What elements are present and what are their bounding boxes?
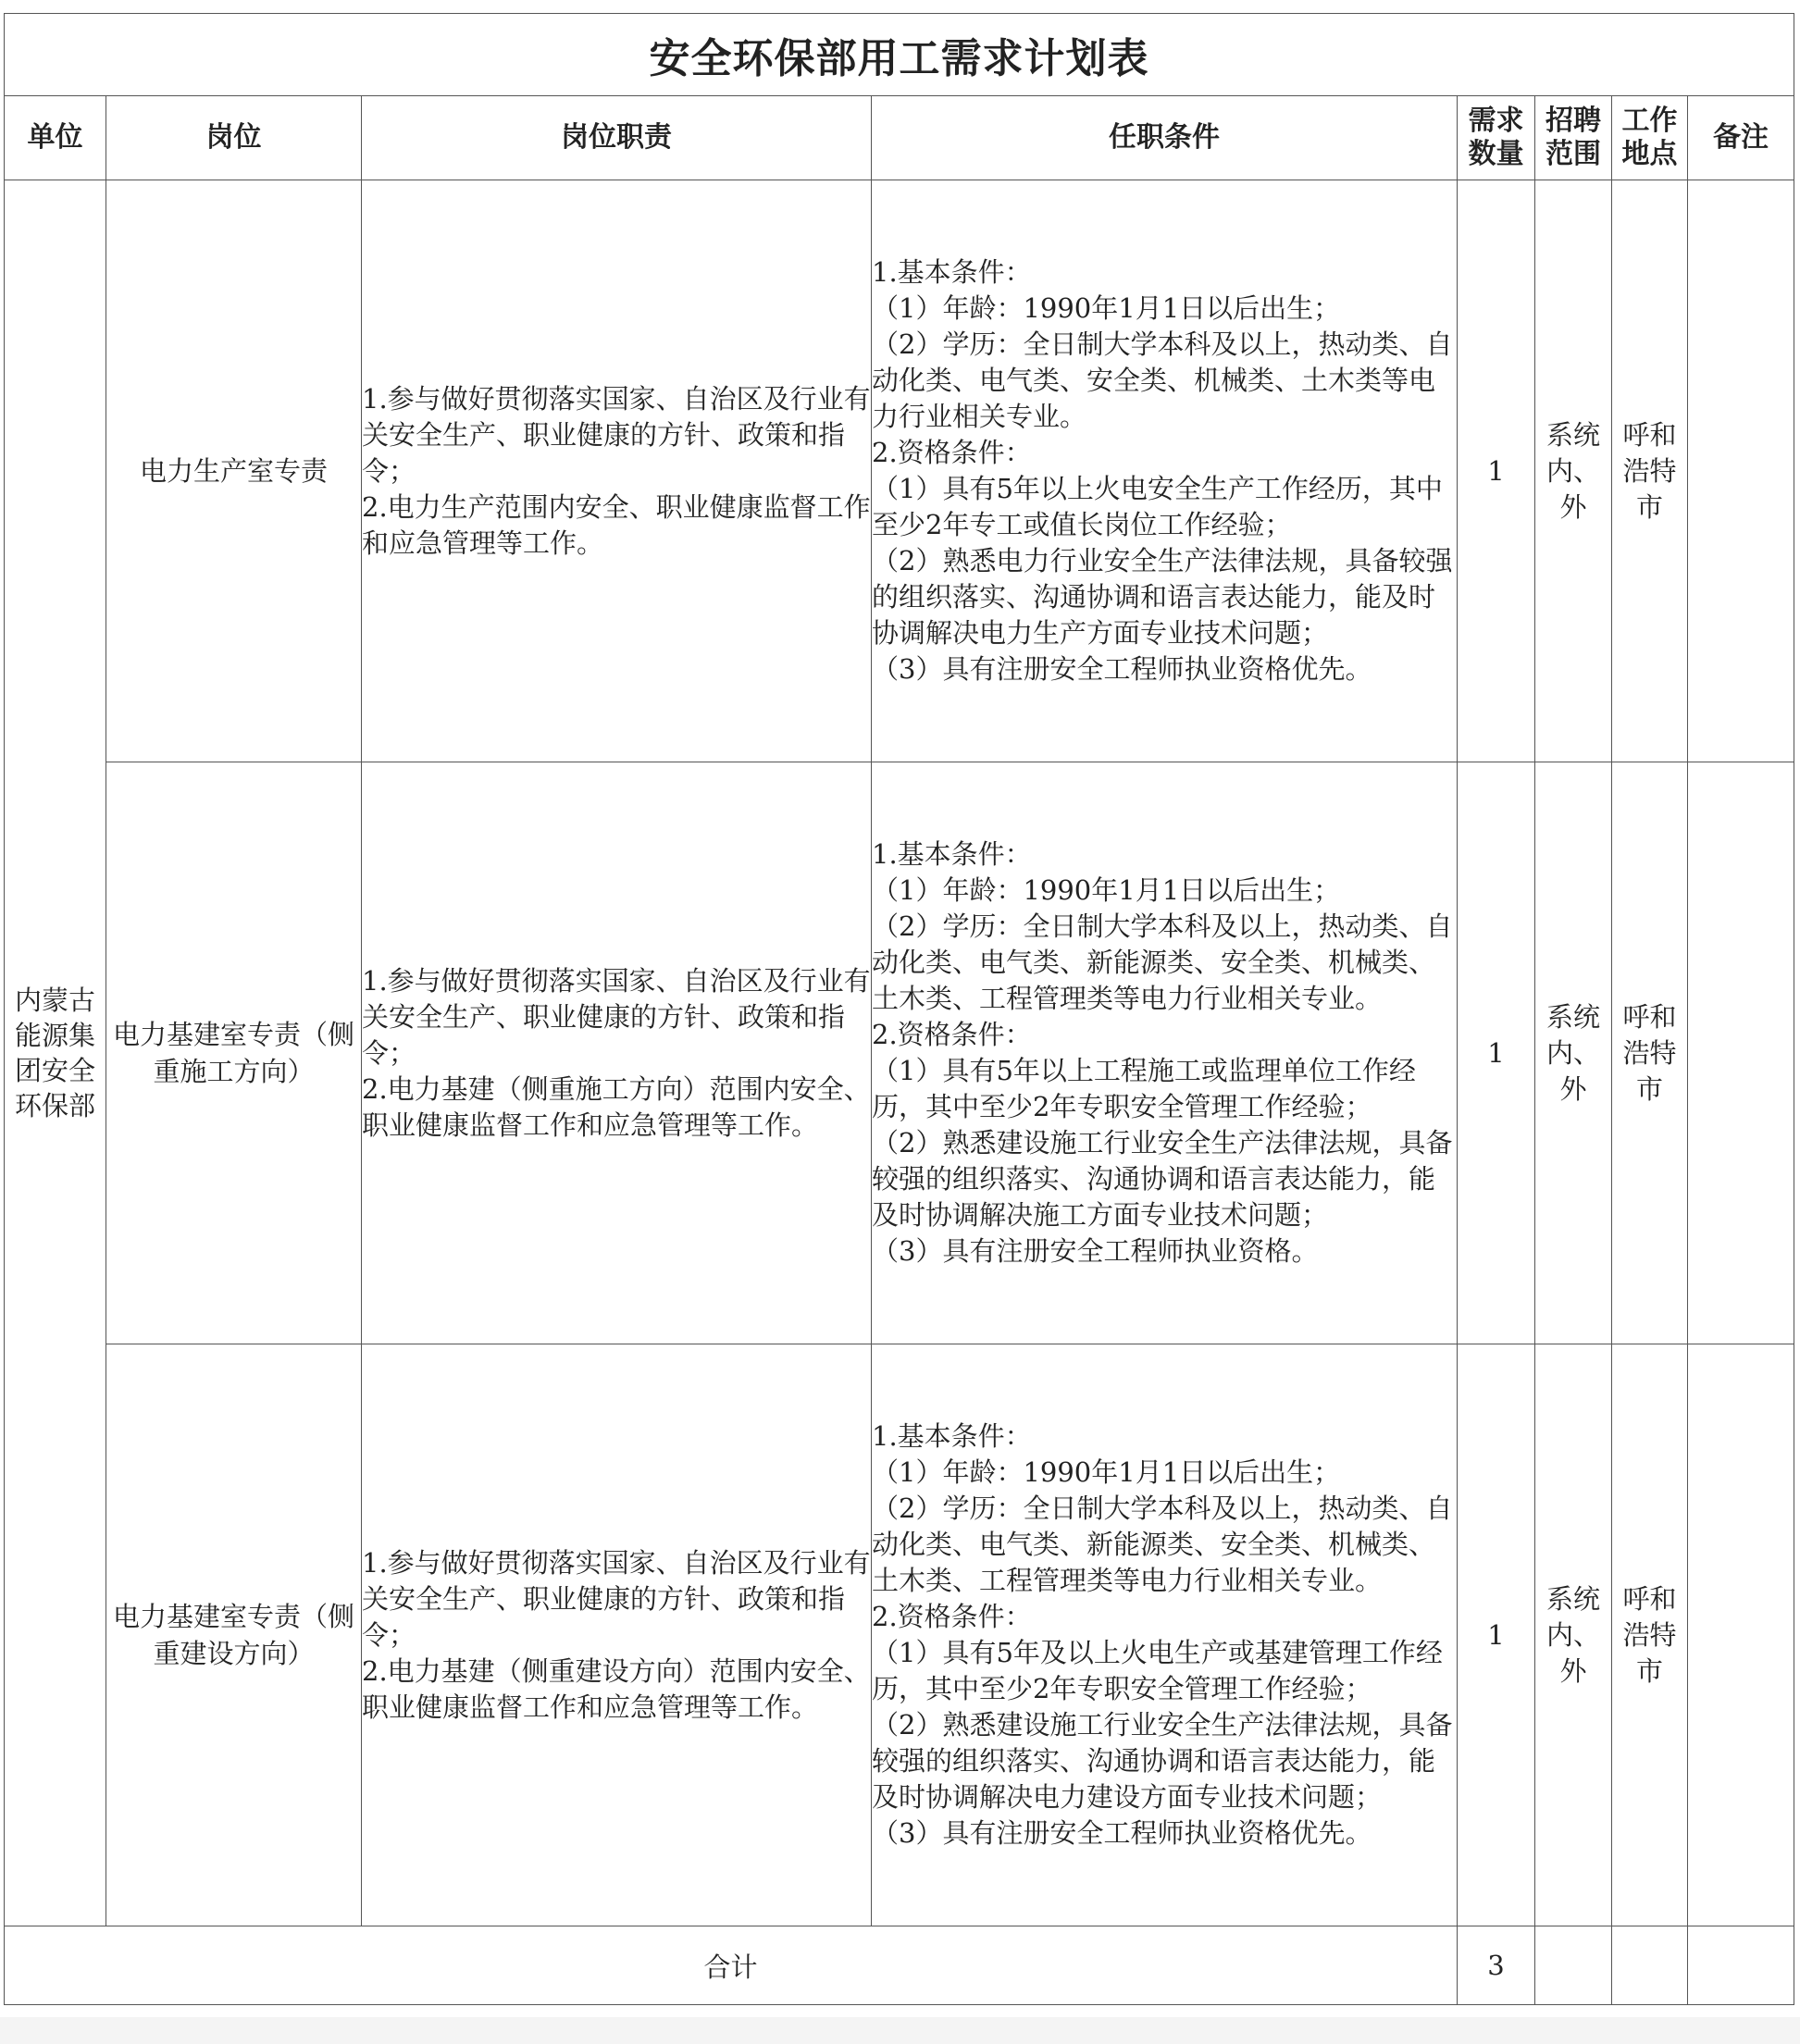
post-name: 电力生产室专责 xyxy=(106,180,362,762)
post-requirement: 1.基本条件： （1）年龄：1990年1月1日以后出生； （2）学历：全日制大学本科及以上，热动类、自动化类、电气类、安全类、机械类、土木类等电力行业相关专业。 2.资格条件： （1）具有5年以上火电安全生产工作经历，其中至少2年专工或值长岗位工作经验； （2）熟悉电力行业安全生产法律法规，具备较强的组织落实、沟通协调和语言表达能力，能及时协调解决电力生产方面专业技术问题； （3）具有注册安全工程师执业资格优先。 xyxy=(872,180,1458,762)
header-unit: 单位 xyxy=(5,96,106,180)
header-location: 工作地点 xyxy=(1612,96,1688,180)
header-count: 需求数量 xyxy=(1458,96,1535,180)
post-count: 1 xyxy=(1458,762,1535,1344)
recruitment-plan-table xyxy=(4,13,1794,2005)
header-duty: 岗位职责 xyxy=(362,96,872,180)
header-remark: 备注 xyxy=(1688,96,1794,180)
header-row xyxy=(5,96,1794,180)
post-requirement: 1.基本条件： （1）年龄：1990年1月1日以后出生； （2）学历：全日制大学本科及以上，热动类、自动化类、电气类、新能源类、安全类、机械类、土木类、工程管理类等电力行业相关专业。 2.资格条件： （1）具有5年以上工程施工或监理单位工作经历，其中至少2年专职安全管理工作经验； （2）熟悉建设施工行业安全生产法律法规，具备较强的组织落实、沟通协调和语言表达能力，能及时协调解决施工方面专业技术问题； （3）具有注册安全工程师执业资格。 xyxy=(872,762,1458,1344)
table-row xyxy=(5,762,1794,1344)
total-count: 3 xyxy=(1458,1926,1535,2005)
page-bottom-band xyxy=(0,2017,1800,2044)
post-location: 呼和浩特市 xyxy=(1612,1344,1688,1926)
total-scope-empty xyxy=(1535,1926,1612,2005)
post-duty: 1.参与做好贯彻落实国家、自治区及行业有关安全生产、职业健康的方针、政策和指令； 2.电力基建（侧重施工方向）范围内安全、职业健康监督工作和应急管理等工作。 xyxy=(362,762,872,1344)
post-location: 呼和浩特市 xyxy=(1612,180,1688,762)
table-row xyxy=(5,1344,1794,1926)
table-row xyxy=(5,180,1794,762)
post-remark xyxy=(1688,762,1794,1344)
post-scope: 系统内、外 xyxy=(1535,180,1612,762)
post-scope: 系统内、外 xyxy=(1535,1344,1612,1926)
unit-name: 内蒙古能源集团安全环保部 xyxy=(5,180,106,1926)
header-scope: 招聘范围 xyxy=(1535,96,1612,180)
post-name: 电力基建室专责（侧重施工方向） xyxy=(106,762,362,1344)
header-requirement: 任职条件 xyxy=(872,96,1458,180)
total-row xyxy=(5,1926,1794,2005)
post-count: 1 xyxy=(1458,180,1535,762)
post-duty: 1.参与做好贯彻落实国家、自治区及行业有关安全生产、职业健康的方针、政策和指令； 2.电力基建（侧重建设方向）范围内安全、职业健康监督工作和应急管理等工作。 xyxy=(362,1344,872,1926)
post-duty: 1.参与做好贯彻落实国家、自治区及行业有关安全生产、职业健康的方针、政策和指令； 2.电力生产范围内安全、职业健康监督工作和应急管理等工作。 xyxy=(362,180,872,762)
table-title: 安全环保部用工需求计划表 xyxy=(5,14,1794,96)
post-scope: 系统内、外 xyxy=(1535,762,1612,1344)
total-label: 合计 xyxy=(5,1926,1458,2005)
post-name: 电力基建室专责（侧重建设方向） xyxy=(106,1344,362,1926)
post-remark xyxy=(1688,180,1794,762)
header-post: 岗位 xyxy=(106,96,362,180)
total-location-empty xyxy=(1612,1926,1688,2005)
post-requirement: 1.基本条件： （1）年龄：1990年1月1日以后出生； （2）学历：全日制大学本科及以上，热动类、自动化类、电气类、新能源类、安全类、机械类、土木类、工程管理类等电力行业相关专业。 2.资格条件： （1）具有5年及以上火电生产或基建管理工作经历，其中至少2年专职安全管理工作经验； （2）熟悉建设施工行业安全生产法律法规，具备较强的组织落实、沟通协调和语言表达能力，能及时协调解决电力建设方面专业技术问题； （3）具有注册安全工程师执业资格优先。 xyxy=(872,1344,1458,1926)
total-remark-empty xyxy=(1688,1926,1794,2005)
post-remark xyxy=(1688,1344,1794,1926)
post-count: 1 xyxy=(1458,1344,1535,1926)
post-location: 呼和浩特市 xyxy=(1612,762,1688,1344)
